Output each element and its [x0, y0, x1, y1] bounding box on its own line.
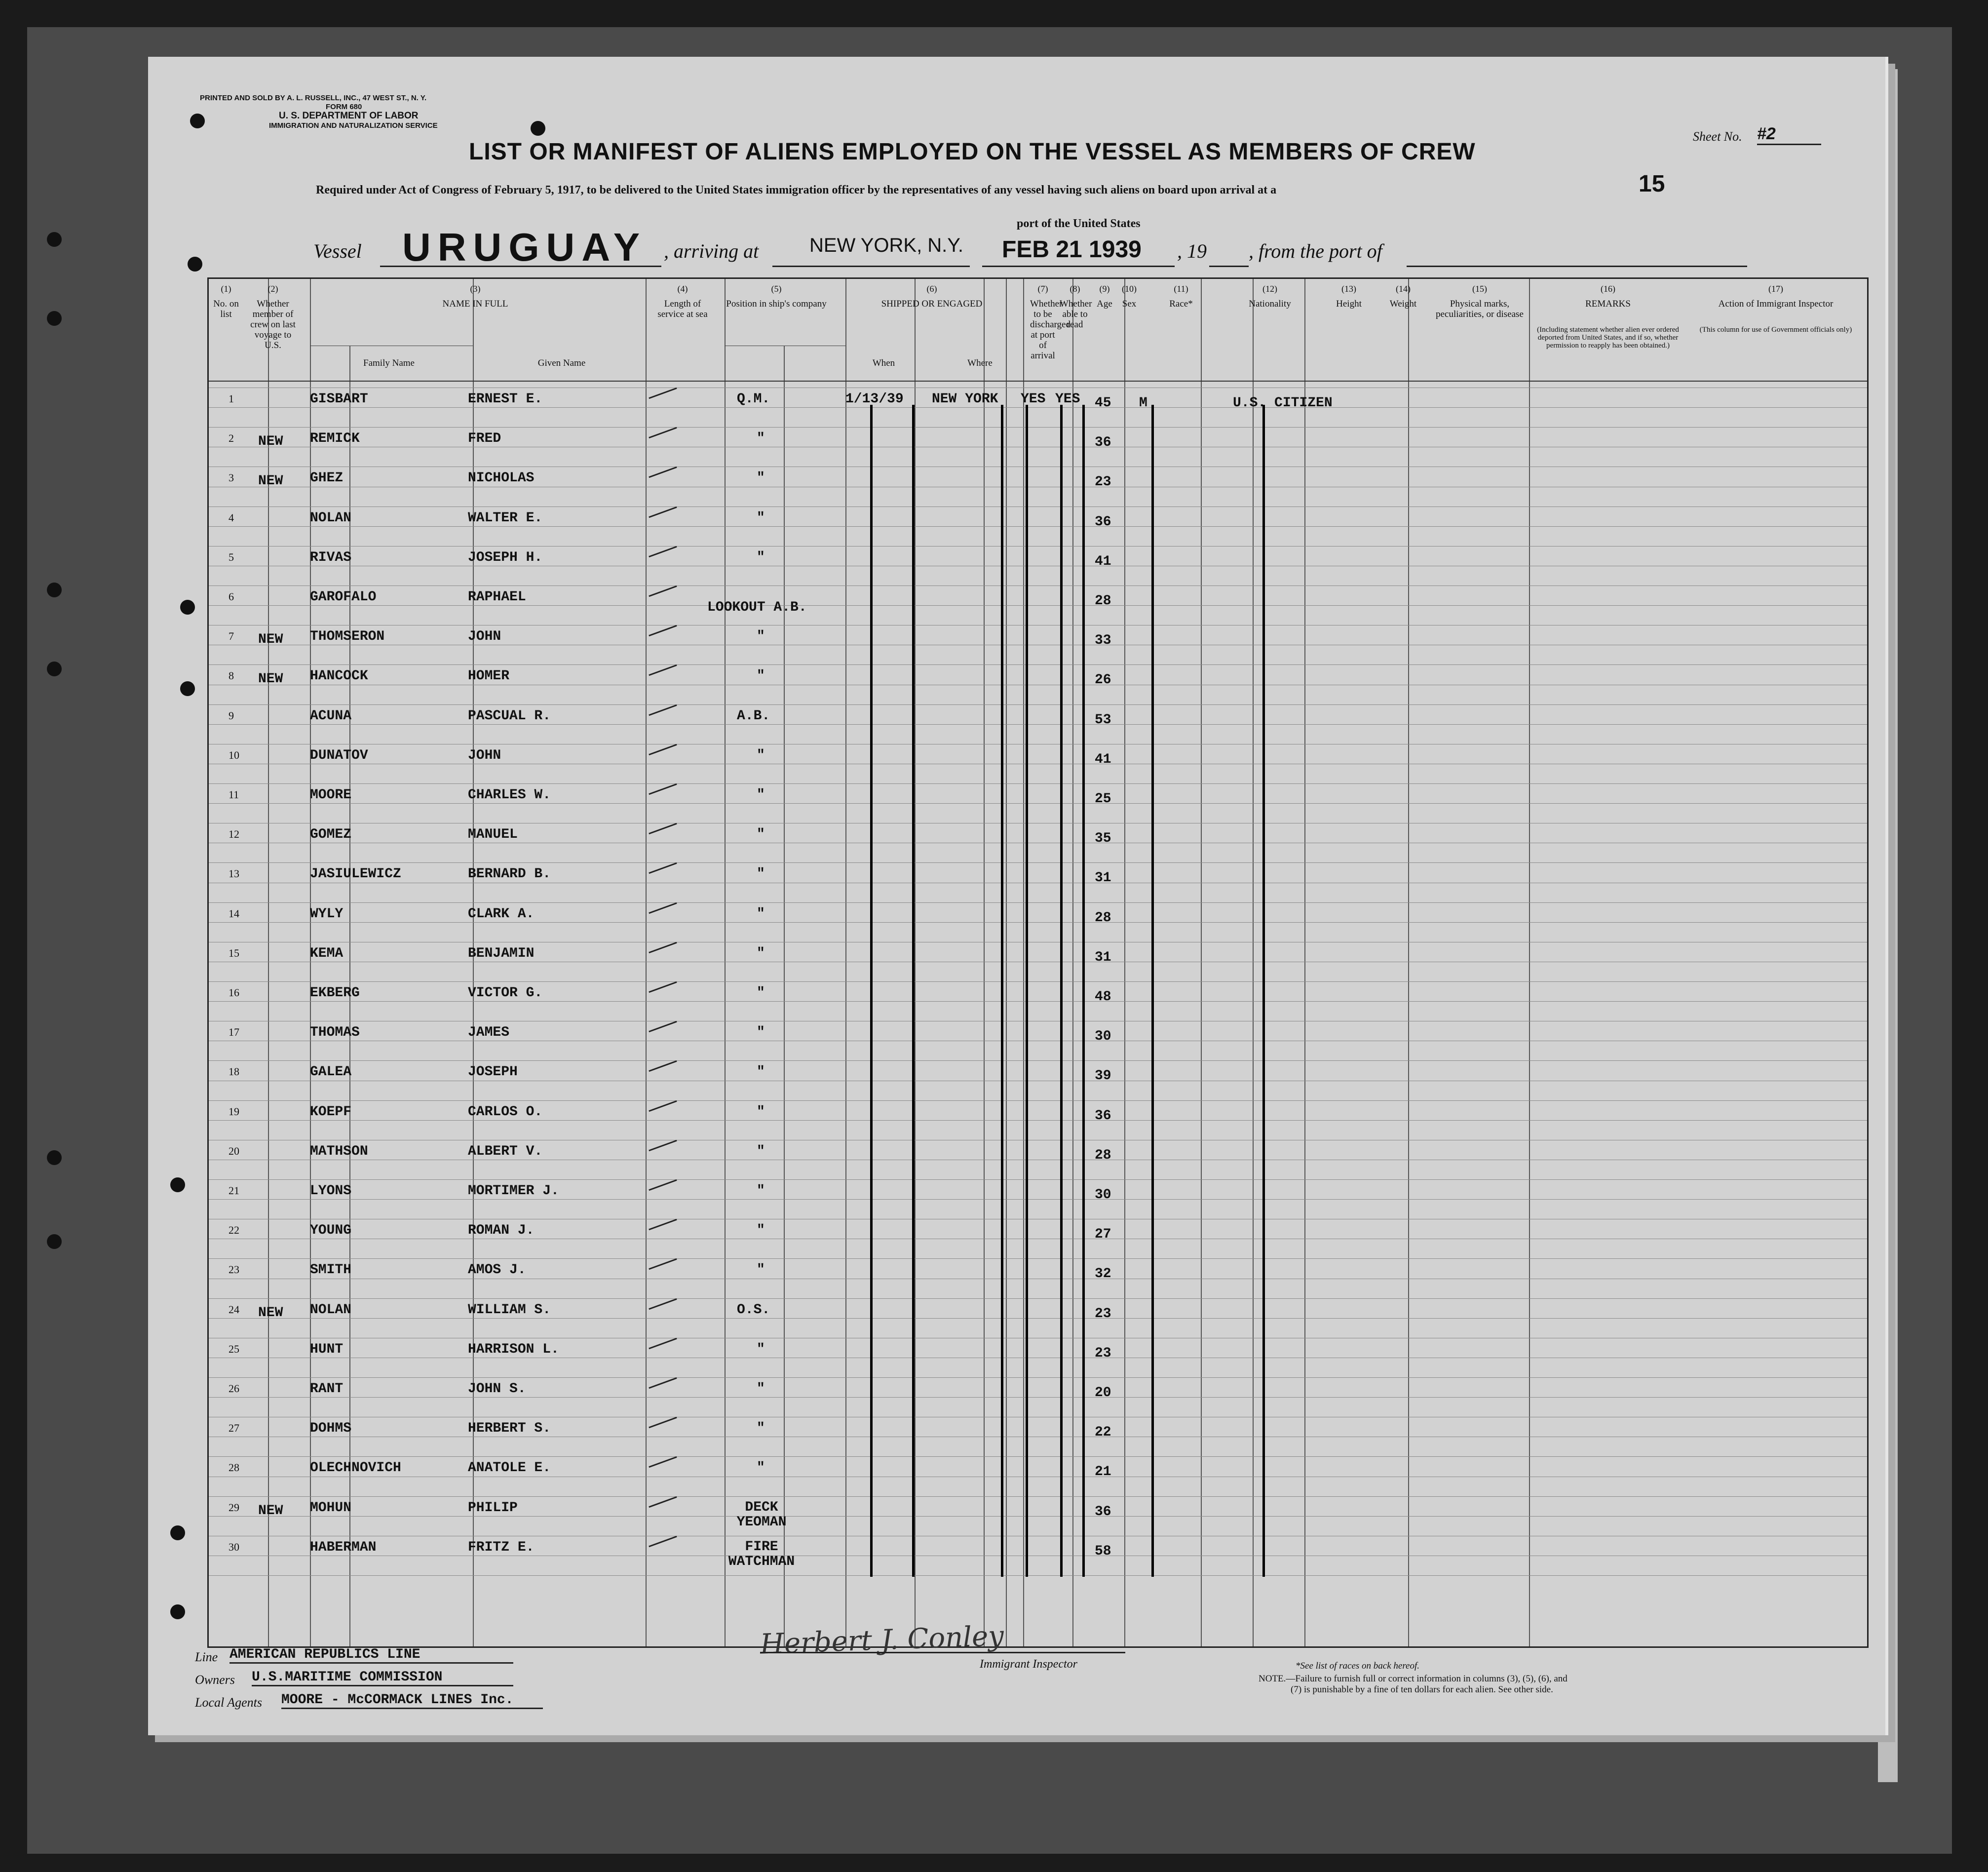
given-name: PASCUAL R.	[468, 708, 551, 724]
given-name: CHARLES W.	[468, 787, 551, 803]
position: LOOKOUT A.B.	[707, 600, 807, 615]
row-number: 1	[229, 392, 234, 405]
page-title: LIST OR MANIFEST OF ALIENS EMPLOYED ON THE VESSEL AS MEMBERS OF CREW	[469, 139, 1476, 165]
given-name: JOSEPH H.	[468, 549, 543, 565]
line-value: AMERICAN REPUBLICS LINE	[229, 1647, 513, 1664]
previous-voyage: NEW	[258, 434, 283, 450]
column-subheader: When	[872, 358, 895, 368]
column-header: SHIPPED OR ENGAGED	[881, 299, 983, 309]
column-number: (11)	[1174, 284, 1188, 294]
position: Q.M.	[737, 391, 770, 407]
table-row	[209, 1381, 1867, 1427]
column-number: (6)	[926, 284, 937, 294]
position: "	[757, 470, 765, 486]
ditto-line	[1082, 405, 1085, 1577]
row-number: 10	[229, 748, 239, 761]
family-name: REMICK	[310, 431, 360, 447]
family-name: GAROFALO	[310, 589, 377, 605]
sex: M	[1139, 395, 1147, 411]
position: "	[757, 1143, 765, 1159]
table-row	[209, 1460, 1867, 1506]
column-header: Age	[1097, 299, 1112, 309]
binder-hole	[170, 1525, 185, 1540]
age: 30	[1095, 1187, 1111, 1203]
age: 36	[1095, 435, 1111, 451]
agents-value: MOORE - McCORMACK LINES Inc.	[281, 1692, 543, 1709]
previous-voyage: NEW	[258, 1503, 283, 1519]
age: 28	[1095, 910, 1111, 926]
given-name: BERNARD B.	[468, 866, 551, 882]
row-number: 12	[229, 828, 239, 841]
family-name: EKBERG	[310, 985, 360, 1001]
age: 20	[1095, 1385, 1111, 1401]
vessel-name: URUGUAY	[402, 225, 647, 269]
service-tick	[649, 388, 677, 399]
binder-hole	[47, 232, 62, 247]
age: 45	[1095, 395, 1111, 411]
given-name: BENJAMIN	[468, 945, 535, 961]
position: "	[757, 431, 765, 447]
family-name: MOORE	[310, 787, 352, 803]
position: "	[757, 945, 765, 961]
ditto-line	[1262, 405, 1265, 1577]
position: "	[757, 1341, 765, 1357]
column-header: REMARKS	[1585, 299, 1631, 309]
family-name: NOLAN	[310, 1302, 352, 1318]
column-number: (2)	[268, 284, 278, 294]
table-row	[209, 431, 1867, 476]
age: 31	[1095, 949, 1111, 965]
row-number: 30	[229, 1540, 239, 1553]
discharge-flag: YES	[1021, 391, 1046, 407]
races-note: *See list of races on back hereof.	[1296, 1661, 1419, 1671]
given-name: CARLOS O.	[468, 1104, 543, 1120]
penalty-note-line2: (7) is punishable by a fine of ten dollars for each alien. See other side.	[1291, 1684, 1553, 1695]
sheet-label: Sheet No.	[1693, 129, 1742, 144]
column-header: NAME IN FULL	[442, 299, 508, 309]
given-name: PHILIP	[468, 1500, 518, 1516]
row-number: 21	[229, 1184, 239, 1197]
column-header: Whether to be discharged at port of arrival	[1030, 299, 1070, 361]
table-row	[209, 589, 1867, 635]
penalty-note-line1: NOTE.—Failure to furnish full or correct information in columns (3), (5), (6), and	[1259, 1674, 1567, 1684]
age: 28	[1095, 593, 1111, 609]
shipped-where: NEW YORK	[932, 391, 998, 407]
column-note: (Including statement whether alien ever ordered deported from United States, and if so, whether permission to reapply has been obtained.)	[1537, 326, 1679, 350]
ditto-line	[912, 405, 915, 1577]
binder-hole	[180, 600, 195, 615]
column-number: (17)	[1768, 284, 1783, 294]
column-header: No. on list	[213, 299, 239, 319]
position: "	[757, 787, 765, 803]
position: "	[757, 1223, 765, 1239]
shipped-when: 1/13/39	[845, 391, 904, 407]
column-number: (9)	[1099, 284, 1110, 294]
given-name: JAMES	[468, 1025, 510, 1041]
from-port-line	[1407, 232, 1747, 267]
given-name: MANUEL	[468, 827, 518, 843]
previous-voyage: NEW	[258, 632, 283, 648]
position: "	[757, 985, 765, 1001]
age: 33	[1095, 633, 1111, 649]
family-name: GHEZ	[310, 470, 344, 486]
row-number: 19	[229, 1105, 239, 1118]
binder-hole	[170, 1604, 185, 1619]
column-subheader: Given Name	[537, 358, 586, 368]
given-name: FRED	[468, 431, 501, 447]
position: A.B.	[737, 708, 770, 724]
table-row	[209, 708, 1867, 754]
age: 36	[1095, 1108, 1111, 1124]
family-name: OLECHNOVICH	[310, 1460, 401, 1476]
printer-line: PRINTED AND SOLD BY A. L. RUSSELL, INC., 47 WEST ST., N. Y.	[200, 94, 427, 102]
subtitle-line2: port of the United States	[1017, 217, 1141, 230]
age: 23	[1095, 1345, 1111, 1361]
previous-voyage: NEW	[258, 473, 283, 489]
column-header: Action of Immigrant Inspector	[1718, 299, 1834, 309]
given-name: HOMER	[468, 668, 510, 684]
header-divider	[209, 381, 1867, 382]
binder-hole	[531, 121, 545, 136]
given-name: JOHN	[468, 747, 501, 763]
table-row	[209, 510, 1867, 556]
family-name: RANT	[310, 1381, 344, 1397]
given-name: WILLIAM S.	[468, 1302, 551, 1318]
row-number: 20	[229, 1144, 239, 1157]
nationality: U.S. CITIZEN	[1233, 395, 1333, 411]
binder-hole	[170, 1177, 185, 1192]
binder-hole	[190, 114, 205, 128]
table-row	[209, 1262, 1867, 1308]
table-row	[209, 1104, 1867, 1150]
previous-voyage: NEW	[258, 671, 283, 687]
inspector-signature: Herbert J. Conley	[760, 1620, 1004, 1661]
family-name: GOMEZ	[310, 827, 352, 843]
row-number: 25	[229, 1342, 239, 1355]
column-subheader: Where	[967, 358, 993, 368]
column-header: Physical marks, peculiarities, or disease	[1436, 299, 1524, 319]
table-row	[209, 1341, 1867, 1387]
able-to-read: YES	[1055, 391, 1080, 407]
given-name: WALTER E.	[468, 510, 543, 526]
ditto-line	[1001, 405, 1003, 1577]
table-row	[209, 1025, 1867, 1070]
given-name: ALBERT V.	[468, 1143, 543, 1159]
vessel-label: Vessel	[313, 240, 362, 262]
column-subheader: Family Name	[363, 358, 415, 368]
age: 21	[1095, 1464, 1111, 1480]
age: 58	[1095, 1543, 1111, 1559]
arriving-port: NEW YORK, N.Y.	[809, 234, 963, 256]
position: O.S.	[737, 1302, 770, 1318]
position: "	[757, 1064, 765, 1080]
position: "	[757, 668, 765, 684]
table-row	[209, 629, 1867, 674]
position: "	[757, 1183, 765, 1199]
inspector-label: Immigrant Inspector	[980, 1658, 1077, 1671]
age: 25	[1095, 791, 1111, 807]
row-number: 11	[229, 788, 239, 801]
row-number: 24	[229, 1303, 239, 1316]
column-number: (14)	[1396, 284, 1411, 294]
ditto-line	[1026, 405, 1028, 1577]
column-number: (7)	[1037, 284, 1048, 294]
column-number: (15)	[1472, 284, 1487, 294]
family-name: NOLAN	[310, 510, 352, 526]
line-label: Line	[195, 1650, 218, 1664]
given-name: JOHN S.	[468, 1381, 526, 1397]
position: "	[757, 906, 765, 922]
signature-line	[760, 1652, 1125, 1653]
given-name: FRITZ E.	[468, 1539, 535, 1555]
given-name: ROMAN J.	[468, 1223, 535, 1239]
family-name: WYLY	[310, 906, 344, 922]
table-row	[209, 391, 1867, 437]
previous-voyage: NEW	[258, 1305, 283, 1321]
row-number: 7	[229, 630, 234, 643]
row-number: 23	[229, 1263, 239, 1276]
given-name: MORTIMER J.	[468, 1183, 559, 1199]
row-number: 16	[229, 986, 239, 999]
given-name: JOSEPH	[468, 1064, 518, 1080]
agents-label: Local Agents	[195, 1695, 263, 1710]
form-number: FORM 680	[326, 103, 362, 111]
owners-value: U.S.MARITIME COMMISSION	[252, 1670, 513, 1686]
year-line	[1209, 232, 1249, 267]
family-name: LYONS	[310, 1183, 352, 1199]
position: "	[757, 1460, 765, 1476]
position: "	[757, 747, 765, 763]
binder-hole	[47, 662, 62, 676]
age: 23	[1095, 474, 1111, 490]
age: 32	[1095, 1266, 1111, 1282]
table-row	[209, 747, 1867, 793]
row-number: 9	[229, 709, 234, 722]
position: "	[757, 1381, 765, 1397]
family-name: JASIULEWICZ	[310, 866, 401, 882]
sheet-number: #2	[1757, 124, 1821, 145]
table-row	[209, 549, 1867, 595]
binder-hole	[47, 311, 62, 326]
given-name: ANATOLE E.	[468, 1460, 551, 1476]
given-name: RAPHAEL	[468, 589, 526, 605]
position: "	[757, 629, 765, 645]
column-header: Sex	[1122, 299, 1137, 309]
given-name: ERNEST E.	[468, 391, 543, 407]
family-name: KEMA	[310, 945, 344, 961]
age: 23	[1095, 1306, 1111, 1322]
binder-hole	[47, 1234, 62, 1249]
row-number: 28	[229, 1461, 239, 1474]
table-row	[209, 945, 1867, 991]
row-number: 26	[229, 1382, 239, 1395]
column-note: (This column for use of Government officials only)	[1699, 326, 1852, 334]
column-header: Nationality	[1249, 299, 1291, 309]
date-stamp: FEB 21 1939	[1002, 236, 1142, 263]
column-header: Whether able to read	[1060, 299, 1092, 330]
row-number: 6	[229, 590, 234, 603]
family-name: ACUNA	[310, 708, 352, 724]
position: "	[757, 1025, 765, 1041]
age: 36	[1095, 1504, 1111, 1520]
arriving-label: , arriving at	[664, 240, 759, 262]
position: "	[757, 866, 765, 882]
table-row	[209, 1499, 1867, 1546]
given-name: HARRISON L.	[468, 1341, 559, 1357]
family-name: DOHMS	[310, 1421, 352, 1437]
column-header: Race*	[1169, 299, 1193, 309]
position: "	[757, 827, 765, 843]
age: 39	[1095, 1068, 1111, 1084]
age: 30	[1095, 1029, 1111, 1045]
column-number: (4)	[677, 284, 688, 294]
position: "	[757, 1262, 765, 1278]
crew-manifest-table	[207, 277, 1869, 1648]
subtitle-line1: Required under Act of Congress of February 5, 1917, to be delivered to the United States immigration officer by the representatives of any vessel having such aliens on board upon arrival at a	[316, 184, 1277, 196]
family-name: DUNATOV	[310, 747, 368, 763]
binder-hole	[188, 257, 202, 272]
table-row	[209, 985, 1867, 1031]
given-name: HERBERT S.	[468, 1421, 551, 1437]
family-name: THOMSERON	[310, 629, 385, 645]
given-name: VICTOR G.	[468, 985, 543, 1001]
column-header: Position in ship's company	[726, 299, 827, 309]
table-row	[209, 1223, 1867, 1268]
binder-hole	[180, 681, 195, 696]
row-number: 15	[229, 946, 239, 959]
table-row	[209, 470, 1867, 516]
family-name: MOHUN	[310, 1500, 352, 1516]
table-row	[209, 827, 1867, 872]
family-name: THOMAS	[310, 1025, 360, 1041]
binder-hole	[47, 1150, 62, 1165]
row-number: 13	[229, 867, 239, 880]
position: "	[757, 549, 765, 565]
row-number: 4	[229, 511, 234, 524]
family-name: GISBART	[310, 391, 368, 407]
row-number: 3	[229, 471, 234, 484]
owners-label: Owners	[195, 1673, 235, 1687]
table-row	[209, 866, 1867, 912]
family-name: YOUNG	[310, 1223, 352, 1239]
age: 53	[1095, 712, 1111, 728]
column-header: Whether member of crew on last voyage to U.S.	[250, 299, 296, 351]
position: "	[757, 1421, 765, 1437]
row-number: 22	[229, 1224, 239, 1237]
row-number: 18	[229, 1065, 239, 1078]
binder-hole	[47, 583, 62, 597]
position: FIRE WATCHMAN	[728, 1539, 795, 1569]
table-row	[209, 1143, 1867, 1189]
age: 28	[1095, 1147, 1111, 1163]
table-row	[209, 1421, 1867, 1466]
family-name: MATHSON	[310, 1143, 368, 1159]
row-number: 27	[229, 1422, 239, 1435]
given-name: NICHOLAS	[468, 470, 535, 486]
family-name: RIVAS	[310, 549, 352, 565]
age: 31	[1095, 870, 1111, 886]
family-name: HUNT	[310, 1341, 344, 1357]
table-row	[209, 1064, 1867, 1110]
ditto-line	[1151, 405, 1154, 1577]
service-name: IMMIGRATION AND NATURALIZATION SERVICE	[269, 121, 438, 130]
year-label: , 19	[1177, 240, 1207, 262]
age: 35	[1095, 831, 1111, 847]
table-row	[209, 1539, 1867, 1585]
age: 41	[1095, 751, 1111, 767]
given-name: AMOS J.	[468, 1262, 526, 1278]
position: "	[757, 1104, 765, 1120]
column-header: Weight	[1389, 299, 1417, 309]
table-row	[209, 668, 1867, 714]
position: "	[757, 510, 765, 526]
ditto-line	[1060, 405, 1063, 1577]
position: DECK YEOMAN	[736, 1499, 787, 1530]
given-name: CLARK A.	[468, 906, 535, 922]
family-name: GALEA	[310, 1064, 352, 1080]
row-number: 8	[229, 669, 234, 682]
from-label: , from the port of	[1249, 240, 1382, 262]
given-name: JOHN	[468, 629, 501, 645]
age: 48	[1095, 989, 1111, 1005]
row-number: 2	[229, 432, 234, 445]
column-number: (12)	[1262, 284, 1277, 294]
table-row	[209, 906, 1867, 952]
age: 41	[1095, 553, 1111, 569]
table-row	[209, 1302, 1867, 1348]
column-number: (3)	[470, 284, 481, 294]
table-row	[209, 1183, 1867, 1229]
column-number: (16)	[1601, 284, 1615, 294]
column-header: Height	[1336, 299, 1362, 309]
age: 36	[1095, 514, 1111, 530]
column-number: (10)	[1122, 284, 1137, 294]
column-number: (8)	[1070, 284, 1080, 294]
row-number: 5	[229, 550, 234, 563]
age: 27	[1095, 1227, 1111, 1243]
column-header: Length of service at sea	[657, 299, 708, 319]
family-name: HANCOCK	[310, 668, 368, 684]
family-name: HABERMAN	[310, 1539, 377, 1555]
count-mark: 15	[1639, 171, 1665, 197]
family-name: SMITH	[310, 1262, 352, 1278]
table-row	[209, 787, 1867, 833]
row-number: 29	[229, 1501, 239, 1514]
column-number: (13)	[1341, 284, 1356, 294]
age: 26	[1095, 672, 1111, 688]
row-number: 14	[229, 907, 239, 920]
ditto-line	[870, 405, 873, 1577]
column-number: (1)	[221, 284, 231, 294]
column-number: (5)	[771, 284, 782, 294]
row-number: 17	[229, 1026, 239, 1039]
department-name: U. S. DEPARTMENT OF LABOR	[279, 111, 419, 121]
family-name: KOEPF	[310, 1104, 352, 1120]
age: 22	[1095, 1425, 1111, 1441]
